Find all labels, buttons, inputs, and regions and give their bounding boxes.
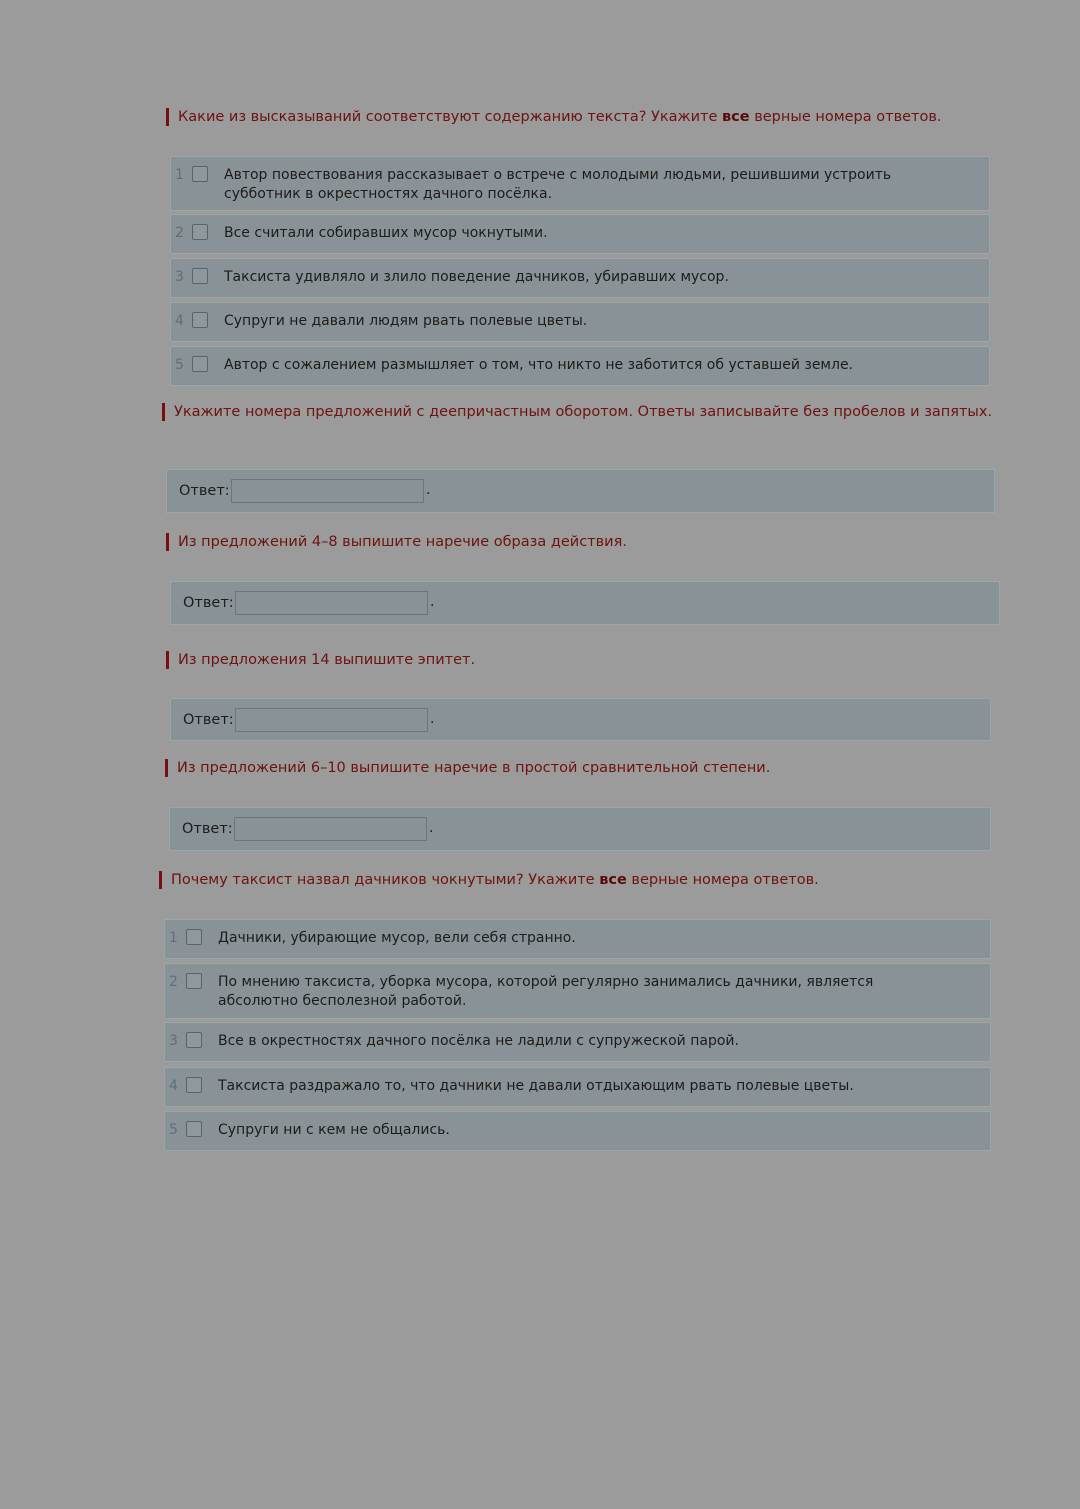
- option-text: Супруги не давали людям рвать полевые цветы.: [224, 313, 588, 329]
- answer-label: Ответ:: [183, 595, 234, 611]
- option-text: Дачники, убирающие мусор, вели себя странно.: [218, 930, 576, 946]
- question-6-title-bold: все: [599, 872, 627, 888]
- question-5-answer-row: [169, 807, 991, 851]
- option-checkbox[interactable]: [192, 166, 208, 182]
- question-6-option-5[interactable]: [164, 1111, 991, 1151]
- option-number: 5: [169, 1122, 178, 1138]
- question-1-title-text-end: верные номера ответов.: [749, 109, 942, 125]
- answer-input[interactable]: [235, 591, 428, 615]
- answer-period: .: [429, 820, 434, 836]
- option-checkbox[interactable]: [192, 312, 208, 328]
- option-number: 2: [169, 974, 178, 990]
- option-text: По мнению таксиста, уборка мусора, которой регулярно занимались дачники, является абсолютно бесполезной работой.: [218, 974, 874, 1009]
- answer-label: Ответ:: [182, 821, 233, 837]
- option-number: 2: [175, 225, 184, 241]
- option-checkbox[interactable]: [192, 224, 208, 240]
- question-1-title-text: Какие из высказываний соответствуют содержанию текста? Укажите: [178, 109, 722, 125]
- question-3-answer-row: [170, 581, 1000, 625]
- option-number: 1: [169, 930, 178, 946]
- option-text: Таксиста раздражало то, что дачники не давали отдыхающим рвать полевые цветы.: [218, 1078, 854, 1094]
- option-checkbox[interactable]: [186, 1077, 202, 1093]
- question-1-title: [166, 108, 942, 126]
- answer-period: .: [426, 482, 431, 498]
- option-number: 3: [169, 1033, 178, 1049]
- question-6-option-2[interactable]: [164, 963, 991, 1019]
- option-number: 3: [175, 269, 184, 285]
- question-5-title: Из предложений 6–10 выпишите наречие в простой сравнительной степени.: [165, 759, 770, 777]
- question-2-answer-row: [166, 469, 995, 513]
- option-checkbox[interactable]: [192, 268, 208, 284]
- question-6-title-text: Почему таксист назвал дачников чокнутыми? Укажите: [171, 872, 600, 888]
- option-number: 5: [175, 357, 184, 373]
- question-1-option-2[interactable]: [170, 214, 990, 254]
- option-text: Автор с сожалением размышляет о том, что никто не заботится об уставшей земле.: [224, 357, 854, 373]
- question-6-option-1[interactable]: [164, 919, 991, 959]
- question-4-title: Из предложения 14 выпишите эпитет.: [166, 651, 475, 669]
- question-1-option-4[interactable]: [170, 302, 990, 342]
- option-checkbox[interactable]: [192, 356, 208, 372]
- option-number: 1: [175, 167, 184, 183]
- answer-input[interactable]: [231, 479, 424, 503]
- option-text: Все в окрестностях дачного посёлка не ладили с супружеской парой.: [218, 1033, 739, 1049]
- question-6-title-text-end: верные номера ответов.: [626, 872, 819, 888]
- option-text: Автор повествования рассказывает о встрече с молодыми людьми, решившими устроить субботник в окрестностях дачного посёлка.: [224, 167, 892, 202]
- answer-label: Ответ:: [183, 712, 234, 728]
- option-checkbox[interactable]: [186, 973, 202, 989]
- question-6-option-3[interactable]: [164, 1022, 991, 1062]
- option-text: Таксиста удивляло и злило поведение дачников, убиравших мусор.: [224, 269, 729, 285]
- option-text: Супруги ни с кем не общались.: [218, 1122, 450, 1138]
- answer-input[interactable]: [234, 817, 427, 841]
- question-1-option-5[interactable]: [170, 346, 990, 386]
- option-checkbox[interactable]: [186, 1032, 202, 1048]
- question-1-option-3[interactable]: [170, 258, 990, 298]
- answer-label: Ответ:: [179, 483, 230, 499]
- option-text: Все считали собиравших мусор чокнутыми.: [224, 225, 548, 241]
- option-number: 4: [169, 1078, 178, 1094]
- option-number: 4: [175, 313, 184, 329]
- question-3-title: Из предложений 4–8 выпишите наречие образа действия.: [166, 533, 627, 551]
- question-1-title-bold: все: [722, 109, 750, 125]
- answer-input[interactable]: [235, 708, 428, 732]
- question-2-title: Укажите номера предложений с деепричастным оборотом. Ответы записывайте без пробелов и запятых.: [162, 403, 992, 421]
- question-1-option-1[interactable]: [170, 156, 990, 211]
- option-checkbox[interactable]: [186, 929, 202, 945]
- question-4-answer-row: [170, 698, 991, 741]
- option-checkbox[interactable]: [186, 1121, 202, 1137]
- answer-period: .: [430, 711, 435, 727]
- question-6-title: [159, 871, 819, 889]
- answer-period: .: [430, 594, 435, 610]
- question-6-option-4[interactable]: [164, 1067, 991, 1107]
